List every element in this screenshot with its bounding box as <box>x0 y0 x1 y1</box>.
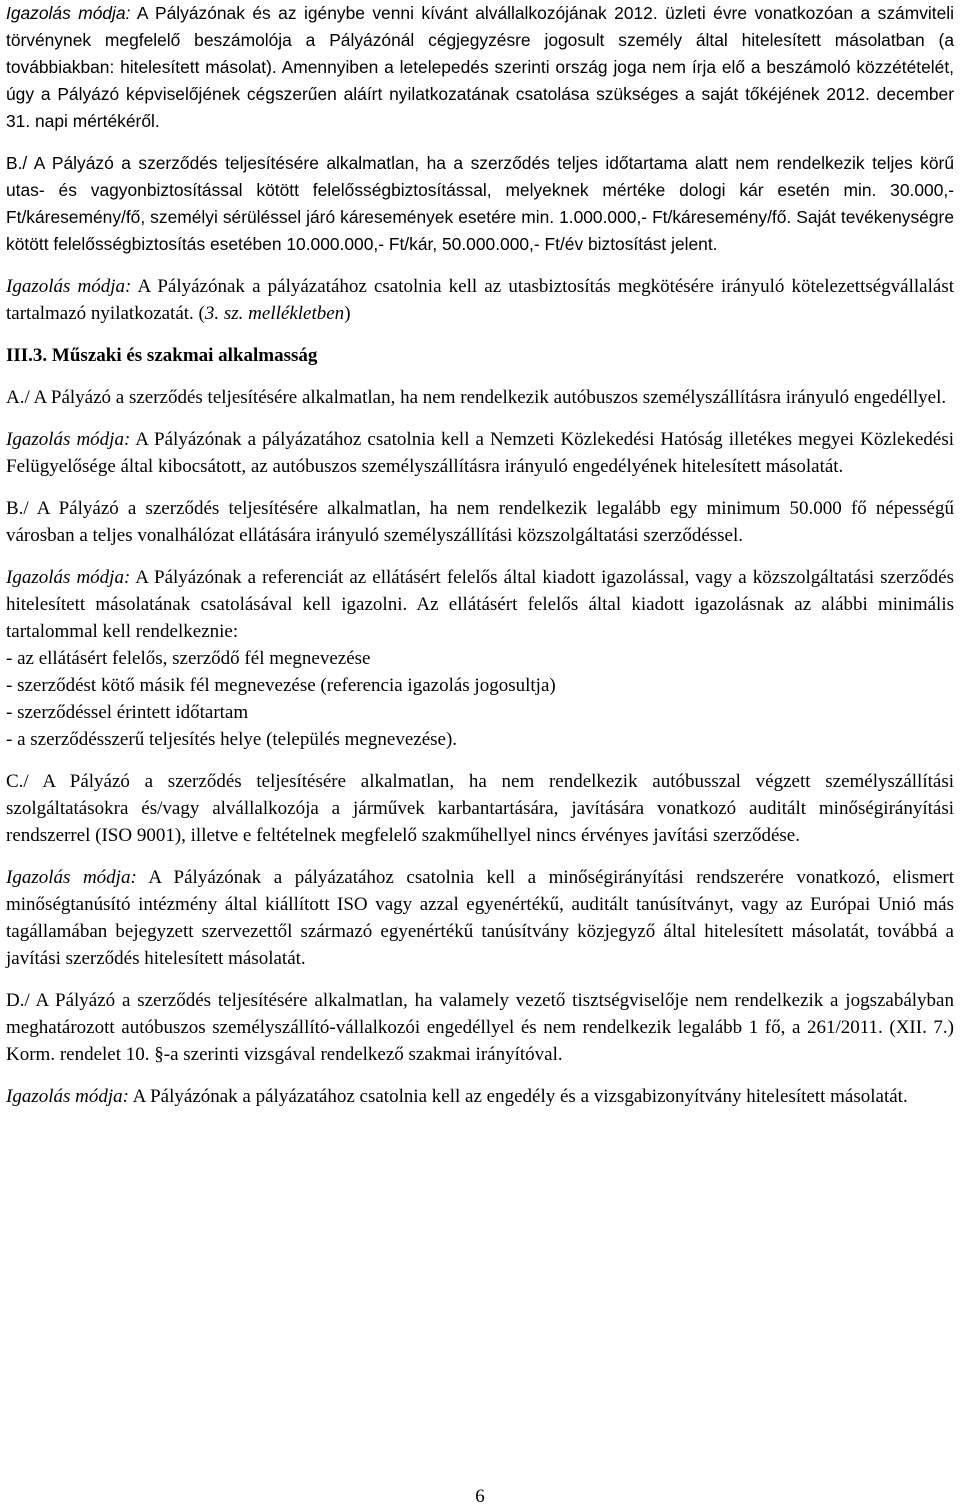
section-heading: III.3. Műszaki és szakmai alkalmasság <box>6 345 318 366</box>
paragraph-proof-license <box>6 426 954 480</box>
list-item: - a szerződésszerű teljesítés helye (település megnevezése). <box>6 729 458 750</box>
paragraph-text: A Pályázónak a pályázatához csatolnia kell a minőségirányítási rendszerére vonatkozó, elismert minőségtanúsító intézmény által kiállított ISO vagy azzal egyenértékű, auditált tanúsítványt, vagy az Európai Unió más tagállamában bejegyzett szervezettől származó egyenértékű tanúsítvány közjegyző által hitelesített másolatát, továbbá a javítási szerződés hitelesített másolatát. <box>6 867 954 969</box>
paragraph-condition-b-insurance <box>6 150 954 258</box>
paragraph-text: D./ A Pályázó a szerződés teljesítésére alkalmatlan, ha valamely vezető tisztségviselője nem rendelkezik a jogszabályban meghatározott autóbuszos személyszállító-vállalkozói engedéllyel és nem rendelkezik legalább 1 fő, a 261/2011. (XII. 7.) Korm. rendelet 10. §-a szerinti vizsgával rendelkező szakmai irányítóval. <box>6 990 954 1065</box>
list-item: - szerződést kötő másik fél megnevezése (referencia igazolás jogosultja) <box>6 675 556 696</box>
paragraph-text: A Pályázónak és az igénybe venni kívánt alvállalkozójának 2012. üzleti évre vonatkozóan a számviteli törvénynek megfelelő beszámolója a Pályázónál cégjegyzésre jogosult személy által hitelesített másolatban (a továbbiakban: hitelesített másolat). Amennyiben a letelepedés szerinti ország joga nem írja elő a beszámoló közzétételét, úgy a Pályázó képviselőjének cégszerűen aláírt nyilatkozatának csatolása szükséges a saját tőkéjének 2012. december 31. napi mértékéről. <box>6 3 954 131</box>
annex-reference: 3. sz. mellékletben <box>204 303 345 324</box>
paragraph-condition-b-reference <box>6 495 954 549</box>
list-item: - szerződéssel érintett időtartam <box>6 702 249 723</box>
paragraph-condition-c-quality <box>6 768 954 849</box>
paragraph-text: A Pályázónak a referenciát az ellátásért felelős által kiadott igazolással, vagy a közszolgáltatási szerződés hitelesített másolatának csatolásával kell igazolni. Az ellátásért felelős által kiadott igazolásnak az alábbi minimális tartalommal kell rendelkeznie: <box>6 567 954 642</box>
paragraph-proof-quality <box>6 864 954 972</box>
paragraph-proof-financial <box>6 0 954 135</box>
proof-label: Igazolás módja: <box>6 429 131 450</box>
paragraph-proof-management <box>6 1083 954 1110</box>
paragraph-text: C./ A Pályázó a szerződés teljesítésére alkalmatlan, ha nem rendelkezik autóbusszal végzett személyszállítási szolgáltatásokra és/vagy alvállalkozója a járművek karbantartására, javítására vonatkozó auditált minőségirányítási rendszerrel (ISO 9001), illetve e feltételnek megfelelő szakműhellyel nincs érvényes javítási szerződése. <box>6 771 954 846</box>
paragraph-proof-reference <box>6 564 954 645</box>
list-item: - az ellátásért felelős, szerződő fél megnevezése <box>6 648 371 669</box>
proof-label: Igazolás módja: <box>6 567 131 588</box>
paragraph-condition-a-license <box>6 384 954 411</box>
paragraph-text-end: ) <box>344 303 351 324</box>
paragraph-text: A Pályázónak a pályázatához csatolnia kell az utasbiztosítás megkötésére irányuló kötelezettségvállalást tartalmazó nyilatkozatát. ( <box>6 276 954 324</box>
paragraph-text: A Pályázónak a pályázatához csatolnia kell az engedély és a vizsgabizonyítvány hitelesített másolatát. <box>128 1086 908 1107</box>
paragraph-text: A./ A Pályázó a szerződés teljesítésére alkalmatlan, ha nem rendelkezik autóbuszos személyszállításra irányuló engedéllyel. <box>6 387 947 408</box>
paragraph-condition-d-management <box>6 987 954 1068</box>
proof-label: Igazolás módja: <box>6 867 137 888</box>
page-number: 6 <box>475 1486 485 1507</box>
proof-label: Igazolás módja: <box>6 276 132 297</box>
paragraph-text: B./ A Pályázó a szerződés teljesítésére alkalmatlan, ha a szerződés teljes időtartama alatt nem rendelkezik teljes körű utas- és vagyonbiztosítással kötött felelősségbiztosítással, melyeknek mértéke dologi kár esetén min. 30.000,- Ft/káresemény/fő, személyi sérüléssel járó káresemények esetére min. 1.000.000,- Ft/káresemény/fő. Saját tevékenységre kötött felelősségbiztosítás esetében 10.000.000,- Ft/kár, 50.000.000,- Ft/év biztosítást jelent. <box>6 153 954 254</box>
paragraph-proof-insurance <box>6 273 954 327</box>
document-body <box>6 0 954 1110</box>
proof-label: Igazolás módja: <box>6 3 131 23</box>
paragraph-text: B./ A Pályázó a szerződés teljesítésére alkalmatlan, ha nem rendelkezik legalább egy minimum 50.000 fő népességű városban a teljes vonalhálózat ellátására irányuló személyszállítási közszolgáltatási szerződéssel. <box>6 498 954 546</box>
proof-label: Igazolás módja: <box>6 1086 129 1107</box>
paragraph-text: A Pályázónak a pályázatához csatolnia kell a Nemzeti Közlekedési Hatóság illetékes megyei Közlekedési Felügyelősége által kibocsátott, az autóbuszos személyszállításra irányuló engedélyének hitelesített másolatát. <box>6 429 955 477</box>
